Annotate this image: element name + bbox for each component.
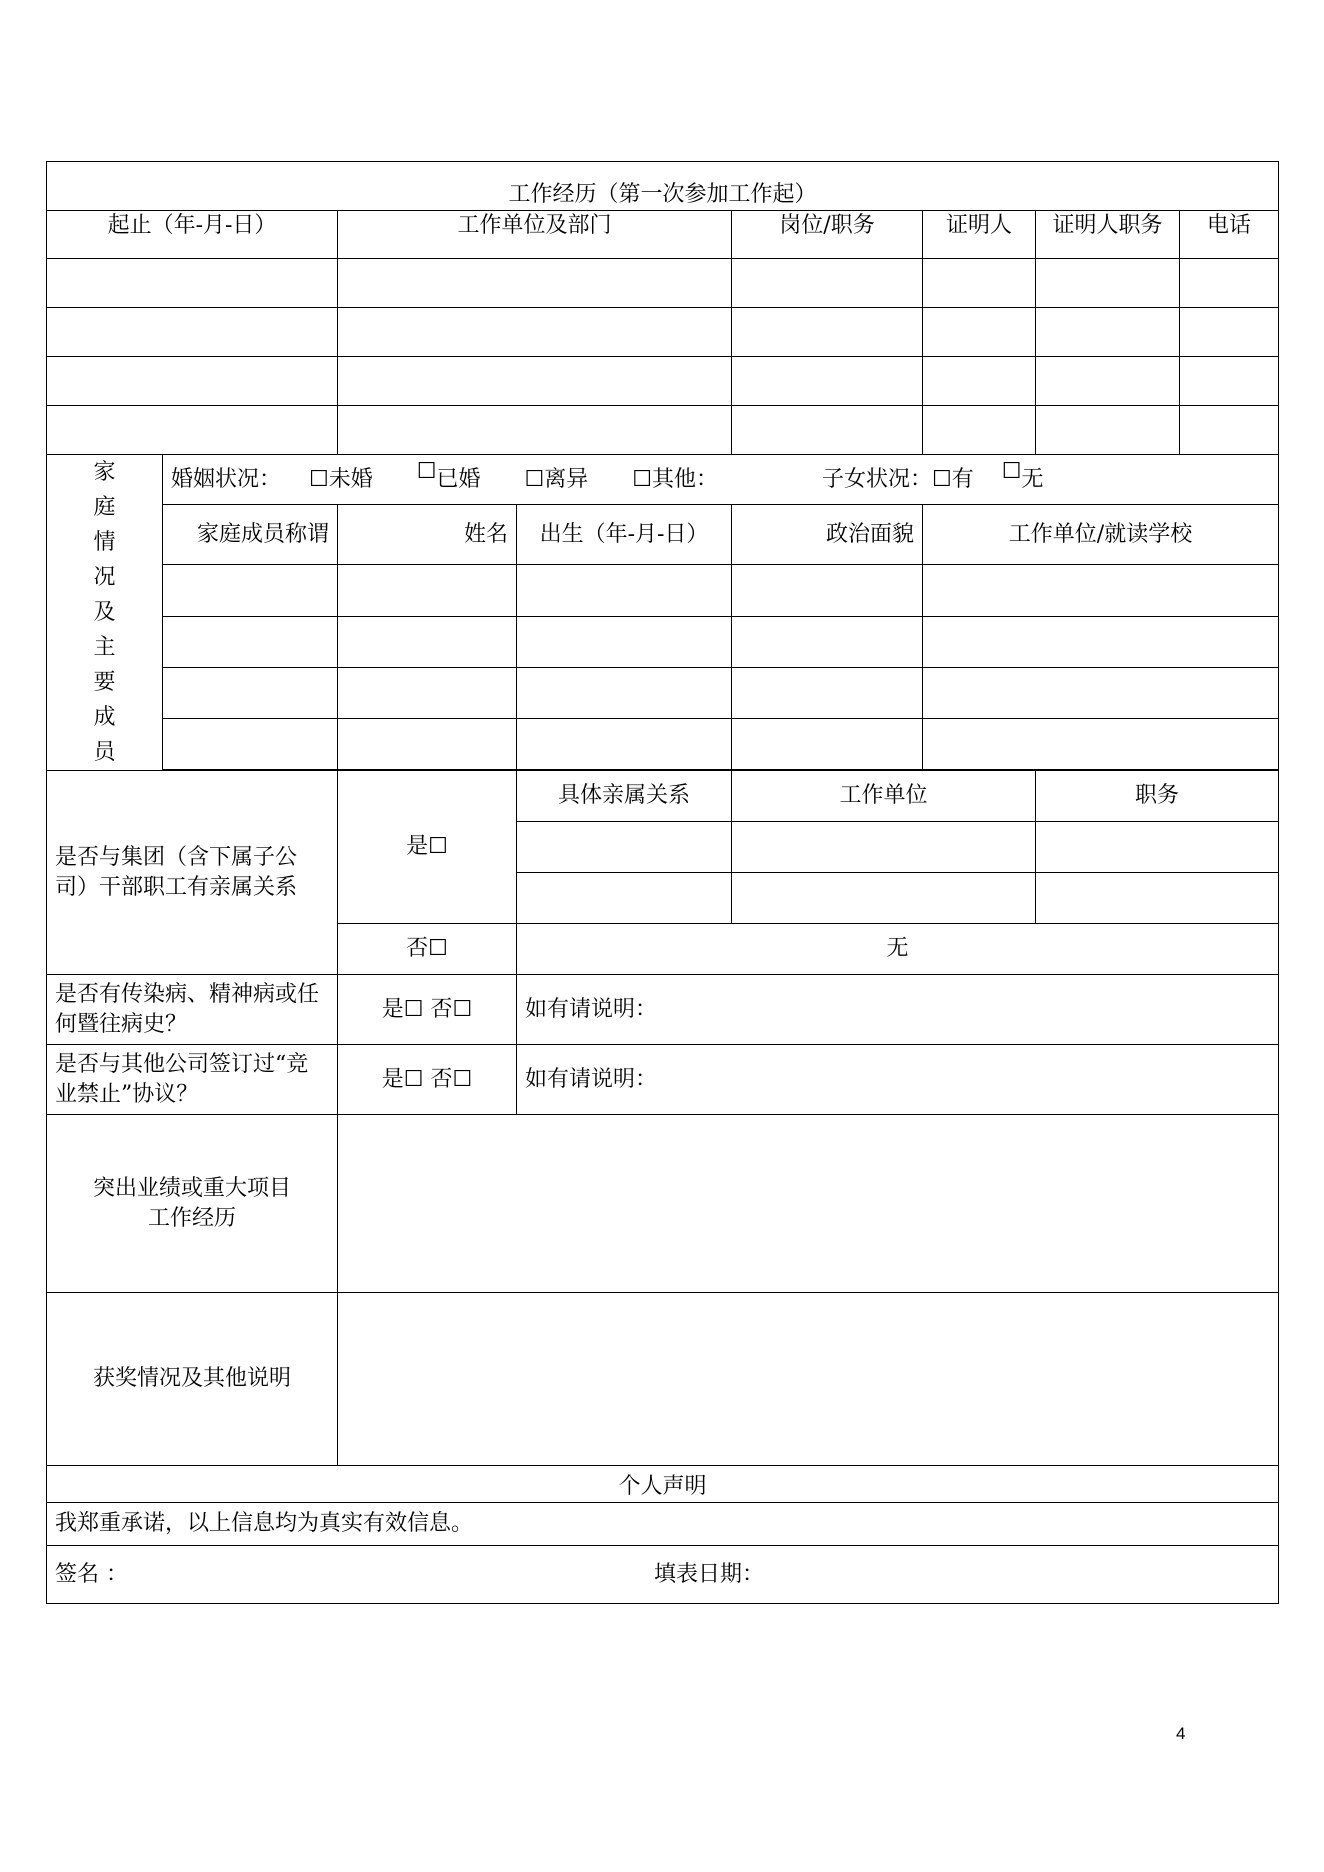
family-section-label: 家 庭 情 况 及 主 要 成 员	[47, 455, 163, 771]
family-header-relation: 家庭成员称谓	[163, 505, 338, 565]
work-header-phone: 电话	[1180, 211, 1279, 259]
family-cell-birth[interactable]	[517, 616, 732, 667]
work-cell-phone[interactable]	[1180, 357, 1279, 406]
declaration-title: 个人声明	[47, 1466, 1279, 1503]
noncompete-note[interactable]: 如有请说明：	[517, 1045, 1279, 1115]
signature-row	[47, 1546, 1279, 1604]
work-cell-referee-title[interactable]	[1036, 406, 1180, 455]
family-header-employer: 工作单位/就读学校	[923, 505, 1279, 565]
work-cell-position[interactable]	[732, 308, 923, 357]
work-cell-referee[interactable]	[923, 259, 1036, 308]
family-header-birth: 出生（年-月-日）	[517, 505, 732, 565]
work-header-referee-title: 证明人职务	[1036, 211, 1180, 259]
family-cell-name[interactable]	[338, 616, 517, 667]
application-form-table	[46, 161, 1279, 1604]
family-cell-relation[interactable]	[163, 565, 338, 616]
other-marital-checkbox[interactable]: ☐其他：	[632, 466, 718, 492]
work-cell-referee-title[interactable]	[1036, 259, 1180, 308]
relation-cell-employer[interactable]	[732, 873, 1036, 924]
family-cell-employer[interactable]	[923, 616, 1279, 667]
noncompete-question: 是否与其他公司签订过“竞业禁止”协议？	[47, 1045, 338, 1115]
relation-yes-checkbox[interactable]: 是☐	[338, 771, 517, 924]
work-cell-period[interactable]	[47, 259, 338, 308]
achievement-field[interactable]	[338, 1115, 1279, 1293]
married-label: 已婚	[436, 466, 481, 492]
marital-status-row: 婚姻状况： ☐未婚 ☐已婚 ☐离异 ☐其他： 子女状况：☐有 ☐无	[163, 455, 1279, 505]
relation-cell-title[interactable]	[1036, 822, 1279, 873]
relation-cell-title[interactable]	[1036, 873, 1279, 924]
family-row	[47, 718, 1279, 769]
family-cell-name[interactable]	[338, 565, 517, 616]
relation-no-checkbox[interactable]: 否☐	[338, 924, 517, 975]
family-cell-political[interactable]	[732, 667, 923, 718]
family-cell-name[interactable]	[338, 667, 517, 718]
relation-none-text: 无	[517, 924, 1279, 975]
family-row	[47, 565, 1279, 616]
relation-header-title: 职务	[1036, 771, 1279, 822]
work-header-employer: 工作单位及部门	[338, 211, 732, 259]
no-children-label: 无	[1021, 466, 1044, 492]
work-row	[47, 259, 1279, 308]
no-children-checkbox[interactable]: ☐	[1001, 458, 1022, 484]
married-checkbox[interactable]: ☐	[416, 458, 437, 484]
family-header-name: 姓名	[338, 505, 517, 565]
disease-note[interactable]: 如有请说明：	[517, 975, 1279, 1045]
family-cell-political[interactable]	[732, 565, 923, 616]
work-cell-referee[interactable]	[923, 406, 1036, 455]
relation-cell-kinship[interactable]	[517, 822, 732, 873]
family-cell-employer[interactable]	[923, 667, 1279, 718]
work-row	[47, 308, 1279, 357]
work-cell-position[interactable]	[732, 259, 923, 308]
family-cell-employer[interactable]	[923, 565, 1279, 616]
disease-options[interactable]: 是☐ 否☐	[338, 975, 517, 1045]
relation-cell-kinship[interactable]	[517, 873, 732, 924]
family-cell-birth[interactable]	[517, 667, 732, 718]
unmarried-checkbox[interactable]: ☐未婚	[309, 466, 373, 492]
work-cell-employer[interactable]	[338, 406, 732, 455]
work-cell-referee[interactable]	[923, 357, 1036, 406]
fill-date-label[interactable]: 填表日期：	[654, 1561, 765, 1587]
work-row	[47, 406, 1279, 455]
work-cell-employer[interactable]	[338, 308, 732, 357]
work-cell-period[interactable]	[47, 357, 338, 406]
family-row	[47, 616, 1279, 667]
work-cell-phone[interactable]	[1180, 406, 1279, 455]
work-cell-position[interactable]	[732, 406, 923, 455]
relation-question: 是否与集团（含下属子公司）干部职工有亲属关系	[47, 771, 338, 975]
relation-header-kinship: 具体亲属关系	[517, 771, 732, 822]
declaration-text: 我郑重承诺，以上信息均为真实有效信息。	[47, 1503, 1279, 1546]
signature-label[interactable]: 签名 ：	[55, 1561, 128, 1587]
work-cell-employer[interactable]	[338, 357, 732, 406]
work-cell-phone[interactable]	[1180, 259, 1279, 308]
noncompete-options[interactable]: 是☐ 否☐	[338, 1045, 517, 1115]
work-header-period: 起止（年-月-日）	[47, 211, 338, 259]
family-cell-name[interactable]	[338, 718, 517, 769]
work-history-title: 工作经历（第一次参加工作起）	[47, 162, 1279, 211]
work-cell-employer[interactable]	[338, 259, 732, 308]
family-cell-relation[interactable]	[163, 616, 338, 667]
work-cell-phone[interactable]	[1180, 308, 1279, 357]
awards-label: 获奖情况及其他说明	[47, 1293, 338, 1466]
divorced-checkbox[interactable]: ☐离异	[524, 466, 589, 492]
page-number: 4	[1176, 1724, 1186, 1743]
family-cell-relation[interactable]	[163, 718, 338, 769]
achievement-label: 突出业绩或重大项目 工作经历	[47, 1115, 338, 1293]
work-cell-position[interactable]	[732, 357, 923, 406]
work-cell-referee-title[interactable]	[1036, 308, 1180, 357]
work-cell-period[interactable]	[47, 308, 338, 357]
family-cell-birth[interactable]	[517, 718, 732, 769]
family-cell-birth[interactable]	[517, 565, 732, 616]
work-row	[47, 357, 1279, 406]
work-header-position: 岗位/职务	[732, 211, 923, 259]
family-header-political: 政治面貌	[732, 505, 923, 565]
relation-header-employer: 工作单位	[732, 771, 1036, 822]
work-cell-period[interactable]	[47, 406, 338, 455]
family-cell-political[interactable]	[732, 616, 923, 667]
awards-field[interactable]	[338, 1293, 1279, 1466]
disease-question: 是否有传染病、精神病或任何暨往病史？	[47, 975, 338, 1045]
work-cell-referee[interactable]	[923, 308, 1036, 357]
children-status-label: 子女状况：	[821, 466, 932, 492]
family-cell-relation[interactable]	[163, 667, 338, 718]
work-header-referee: 证明人	[923, 211, 1036, 259]
family-cell-political[interactable]	[732, 718, 923, 769]
work-cell-referee-title[interactable]	[1036, 357, 1180, 406]
relation-cell-employer[interactable]	[732, 822, 1036, 873]
family-cell-employer[interactable]	[923, 718, 1279, 769]
has-children-checkbox[interactable]: ☐有	[931, 466, 974, 492]
family-row	[47, 667, 1279, 718]
